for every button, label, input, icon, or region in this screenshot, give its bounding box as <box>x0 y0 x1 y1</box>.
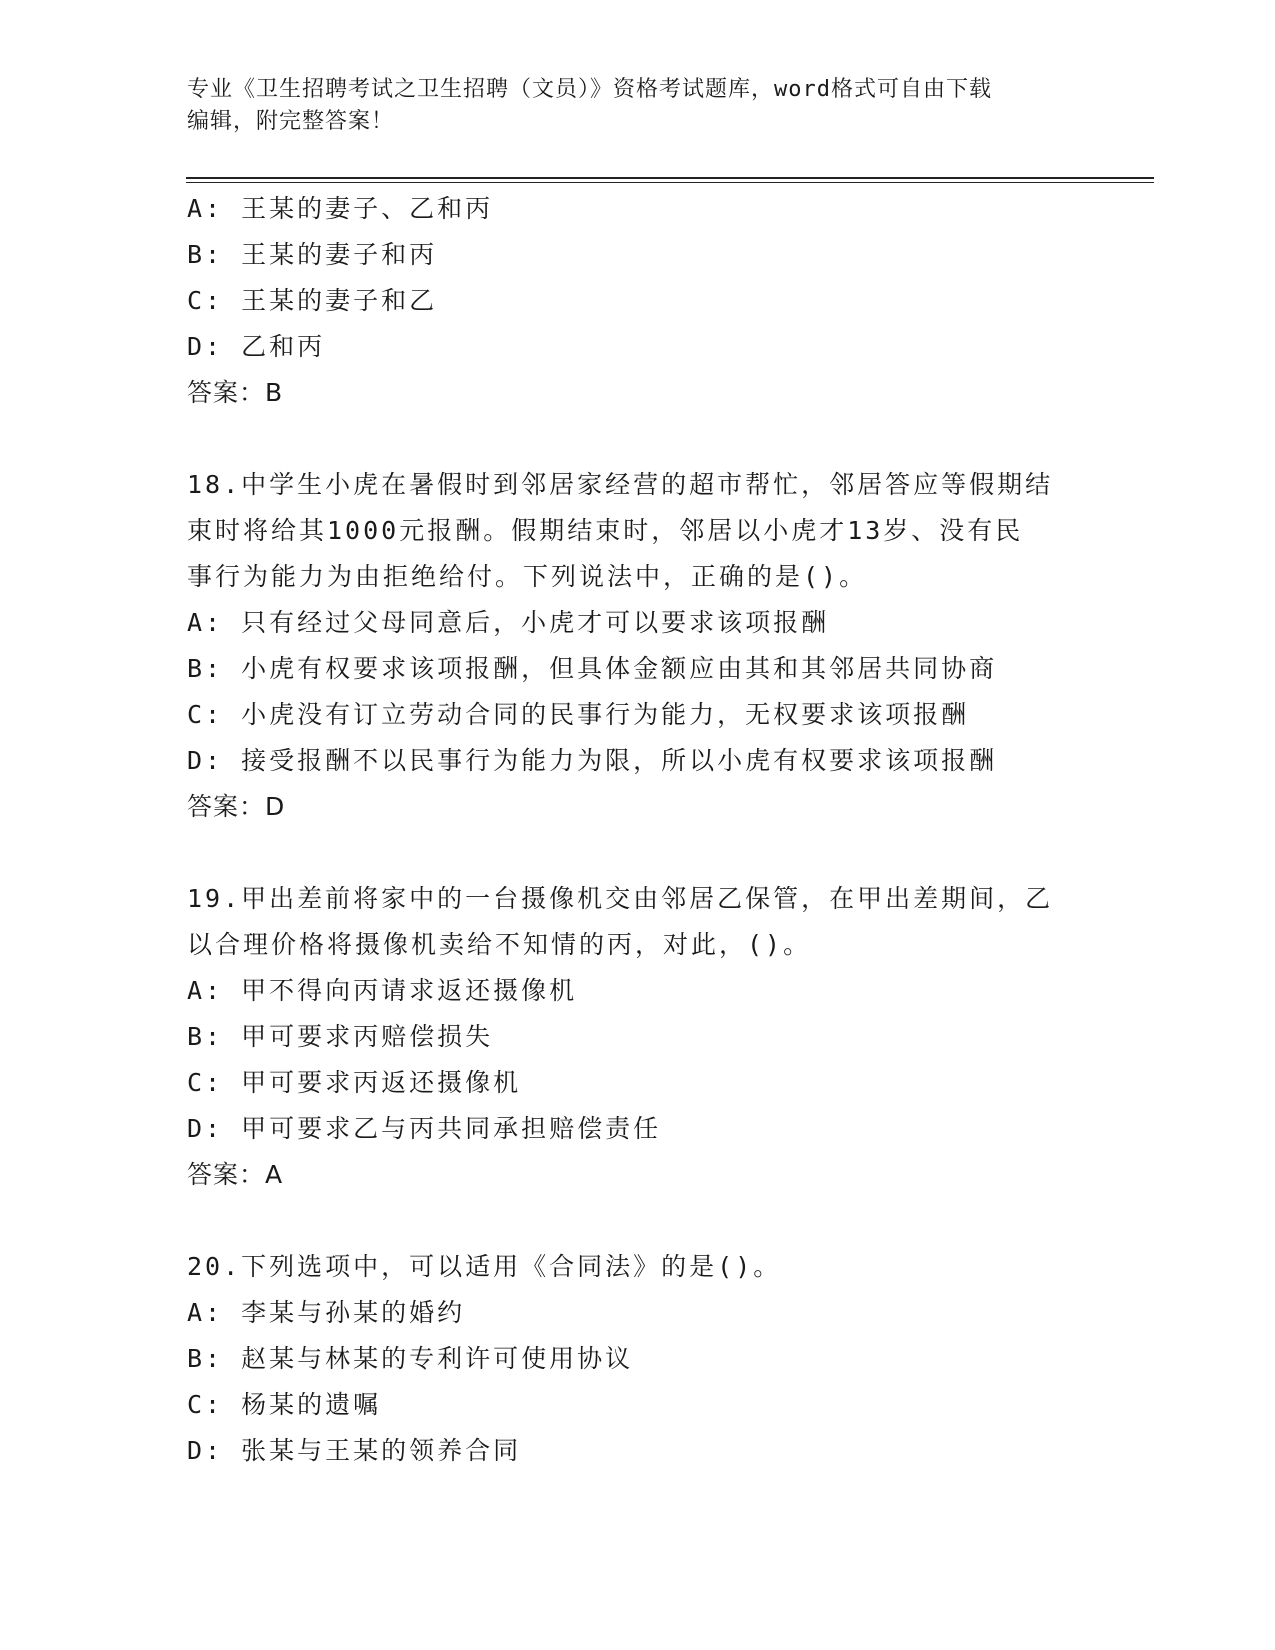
option-d: D: 乙和丙 <box>187 332 326 361</box>
question-19 <box>187 876 1087 1198</box>
spacer <box>187 1198 1087 1244</box>
header-line-2: 编辑，附完整答案！ <box>187 109 395 134</box>
document-header <box>187 74 1087 138</box>
question-stem: 束时将给其1000元报酬。假期结束时，邻居以小虎才13岁、没有民 <box>187 516 1024 545</box>
question-stem: 18.中学生小虎在暑假时到邻居家经营的超市帮忙，邻居答应等假期结 <box>187 470 1054 499</box>
option-a: A: 甲不得向丙请求返还摄像机 <box>187 976 578 1005</box>
option-a: A: 只有经过父母同意后，小虎才可以要求该项报酬 <box>187 608 830 637</box>
option-b: B: 小虎有权要求该项报酬，但具体金额应由其和其邻居共同协商 <box>187 654 998 683</box>
question-list <box>187 186 1087 1474</box>
option-d: D: 甲可要求乙与丙共同承担赔偿责任 <box>187 1114 662 1143</box>
answer: 答案：B <box>187 378 284 407</box>
spacer <box>187 830 1087 876</box>
option-b: B: 甲可要求丙赔偿损失 <box>187 1022 494 1051</box>
option-c: C: 王某的妻子和乙 <box>187 286 438 315</box>
header-line-1: 专业《卫生招聘考试之卫生招聘（文员）》资格考试题库，word格式可自由下载 <box>187 77 992 102</box>
question-stem: 20.下列选项中，可以适用《合同法》的是()。 <box>187 1252 782 1281</box>
option-c: C: 小虎没有订立劳动合同的民事行为能力，无权要求该项报酬 <box>187 700 970 729</box>
option-c: C: 甲可要求丙返还摄像机 <box>187 1068 522 1097</box>
option-c: C: 杨某的遗嘱 <box>187 1390 382 1419</box>
header-rule-thick <box>186 177 1154 179</box>
question-17 <box>187 186 1087 416</box>
option-d: D: 张某与王某的领养合同 <box>187 1436 522 1465</box>
option-b: B: 王某的妻子和丙 <box>187 240 438 269</box>
question-20 <box>187 1244 1087 1474</box>
question-18 <box>187 462 1087 830</box>
answer: 答案：D <box>187 792 286 821</box>
question-stem: 事行为能力为由拒绝给付。下列说法中，正确的是()。 <box>187 562 868 591</box>
answer: 答案：A <box>187 1160 284 1189</box>
question-stem: 19.甲出差前将家中的一台摄像机交由邻居乙保管，在甲出差期间，乙 <box>187 884 1054 913</box>
option-b: B: 赵某与林某的专利许可使用协议 <box>187 1344 634 1373</box>
option-a: A: 李某与孙某的婚约 <box>187 1298 466 1327</box>
option-a: A: 王某的妻子、乙和丙 <box>187 194 494 223</box>
option-d: D: 接受报酬不以民事行为能力为限，所以小虎有权要求该项报酬 <box>187 746 998 775</box>
question-stem: 以合理价格将摄像机卖给不知情的丙，对此，()。 <box>187 930 812 959</box>
spacer <box>187 416 1087 462</box>
header-rule-thin <box>186 182 1154 183</box>
